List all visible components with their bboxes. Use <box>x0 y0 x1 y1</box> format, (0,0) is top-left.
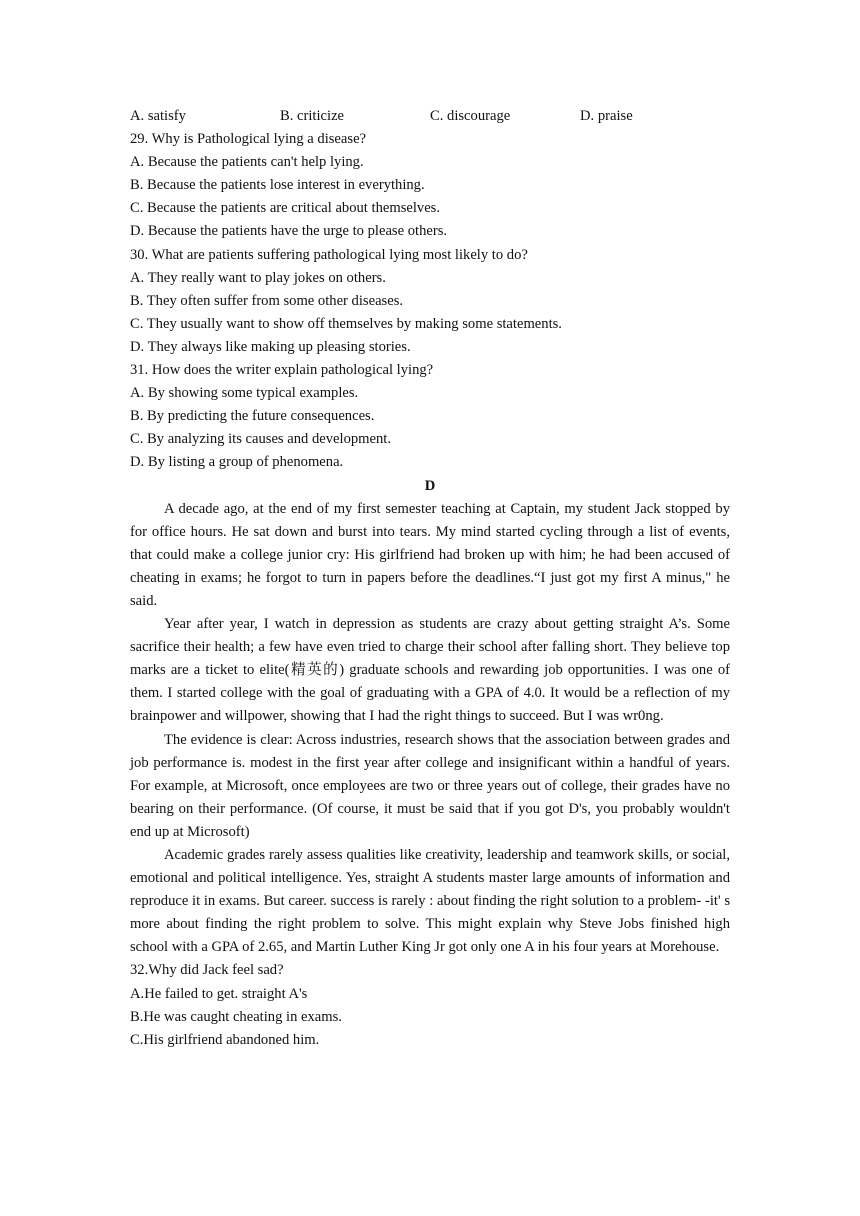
passage-paragraph-4: Academic grades rarely assess qualities like creativity, leadership and teamwork skills, or social, emotional and political intelligence. Yes, straight A students master large amounts of information and reproduce it in exams. But career. success is rarely : about finding the right solution to a problem- -it' s more about finding the right problem to solve. This might explain why Steve Jobs finished high school with a GPA of 2.65, and Martin Luther King Jr got only one A in his four years at Morehouse. <box>130 847 730 956</box>
option-a: A. By showing some typical examples. <box>130 385 359 402</box>
option-b: B. By predicting the future consequences. <box>130 408 375 425</box>
q28-option-d: D. praise <box>580 108 633 124</box>
option-d: D. Because the patients have the urge to please others. <box>130 223 448 240</box>
option-c: C. They usually want to show off themselves by making some statements. <box>130 315 562 332</box>
question-stem: 29. Why is Pathological lying a disease? <box>130 131 367 148</box>
option-d: D. By listing a group of phenomena. <box>130 454 344 471</box>
option-b: B.He was caught cheating in exams. <box>130 1008 342 1025</box>
q28-option-a: A. satisfy <box>130 108 186 124</box>
q28-option-b: B. criticize <box>280 108 345 124</box>
option-b: B. They often suffer from some other diseases. <box>130 292 404 309</box>
option-a: A. Because the patients can't help lying. <box>130 154 364 171</box>
option-a: A.He failed to get. straight A's <box>130 985 308 1002</box>
q28-option-c: C. discourage <box>430 108 511 124</box>
option-c: C. Because the patients are critical about themselves. <box>130 200 441 217</box>
passage-paragraph-3: The evidence is clear: Across industries, research shows that the association between grades and job performance is. modest in the first year after college and insignificant within a handful of years. For example, at Microsoft, once employees are two or three years out of college, their grades have no bearing on their performance. (Of course, it must be said that if you got D's, you probably wouldn't end up at Microsoft) <box>130 731 730 840</box>
q28-options <box>130 105 730 128</box>
question-stem: 32.Why did Jack feel sad? <box>130 962 284 979</box>
option-a: A. They really want to play jokes on others. <box>130 269 386 286</box>
option-b: B. Because the patients lose interest in everything. <box>130 177 425 194</box>
option-d: D. They always like making up pleasing stories. <box>130 338 411 355</box>
option-c: C.His girlfriend abandoned him. <box>130 1031 320 1048</box>
passage-paragraph-1: A decade ago, at the end of my first semester teaching at Captain, my student Jack stopped by for office hours. He sat down and burst into tears. My mind started cycling through a list of events, that could make a college junior cry: His girlfriend had broken up with him; he had been accused of cheating in exams; he forgot to turn in papers before the deadlines.“I just got my first A minus," he said. <box>130 500 730 609</box>
passage-paragraph-2: Year after year, I watch in depression as students are crazy about getting straight A’s. Some sacrifice their health; a few have even tried to charge their school after falling short. They believe top marks are a ticket to elite(精英的) graduate schools and rewarding job opportunities. I was one of them. I started college with the goal of graduating with a GPA of 4.0. It would be a reflection of my brainpower and willpower, showing that I had the right things to succeed. But I was wr0ng. <box>130 616 730 725</box>
question-31 <box>130 359 730 474</box>
question-stem: 31. How does the writer explain pathological lying? <box>130 362 434 379</box>
option-c: C. By analyzing its causes and development. <box>130 431 392 448</box>
question-32 <box>130 959 730 1051</box>
question-29 <box>130 128 730 243</box>
question-30 <box>130 244 730 359</box>
question-stem: 30. What are patients suffering pathological lying most likely to do? <box>130 246 528 263</box>
section-heading-d: D <box>424 477 436 494</box>
document-page <box>130 105 730 1052</box>
